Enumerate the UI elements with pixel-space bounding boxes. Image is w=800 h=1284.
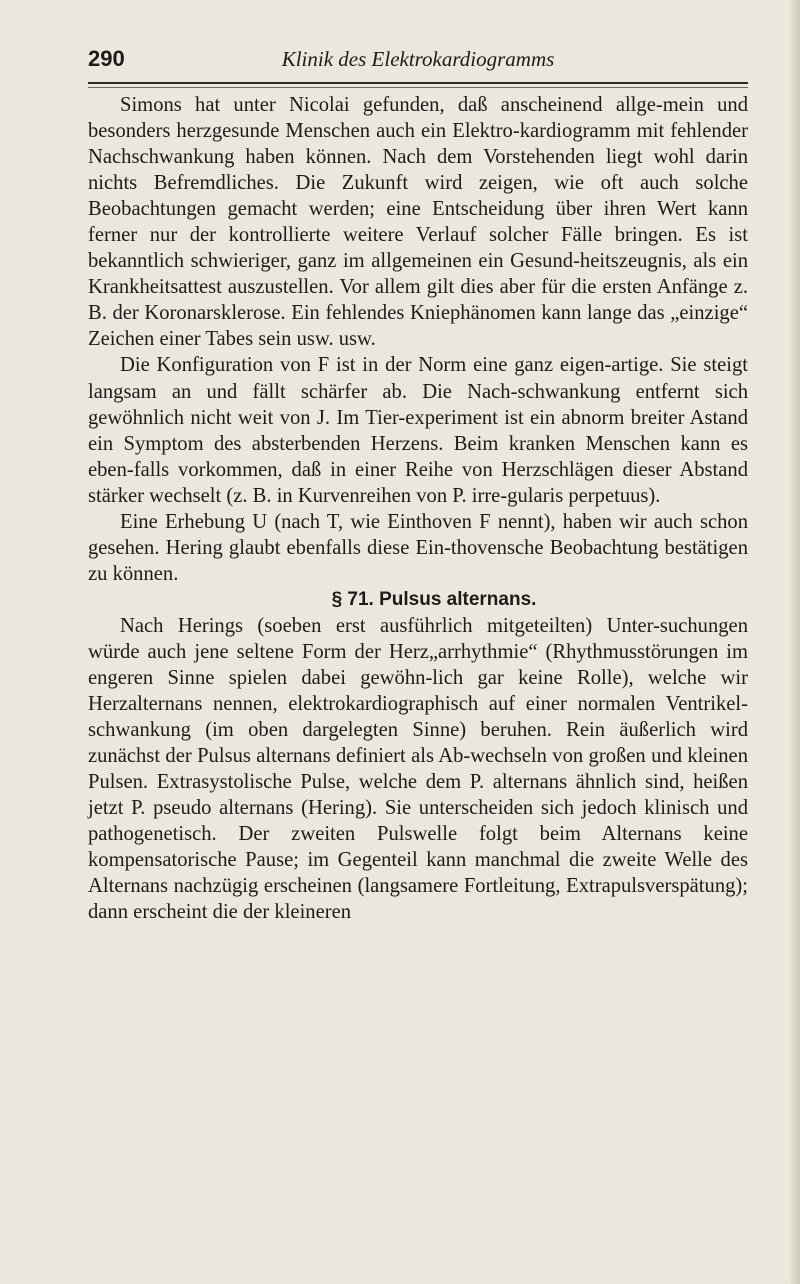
paragraph-1: Simons hat unter Nicolai gefunden, daß anscheinend allge-mein und besonders herzgesunde Menschen auch ein Elektro-kardiogramm mit fehlender Nachschwankung haben können. Nach dem Vorstehenden liegt wohl darin nichts Befremdliches. Die Zukunft wird zeigen, wie oft auch solche Beobachtungen gemacht werden; eine Entscheidung über ihren Wert kann ferner nur der kontrollierte weitere Verlauf solcher Fälle bringen. Es ist bekanntlich schwieriger, ganz im allgemeinen ein Gesund-heitszeugnis, als ein Krankheitsattest auszustellen. Vor allem gilt dies aber für die ersten Anfänge z. B. der Koronarsklerose. Ein fehlendes Kniephänomen kann lange das „einzige“ Zeichen einer Tabes sein usw. usw. [88, 94, 748, 351]
page-header [88, 46, 748, 80]
paragraph-2: Die Konfiguration von F ist in der Norm eine ganz eigen-artige. Sie steigt langsam an und fällt schärfer ab. Die Nach-schwankung entfernt sich gewöhnlich nicht weit von J. Im Tier-experiment ist ein abnorm breiter Astand ein Symptom des absterbenden Herzens. Beim kranken Menschen kann es eben-falls vorkommen, daß in einer Reihe von Herzschlägen dieser Abstand stärker wechselt (z. B. in Kurvenreihen von P. irre-gularis perpetuus). [88, 354, 748, 507]
header-rule-thin [88, 87, 748, 88]
page-edge [790, 0, 800, 1284]
body-text [88, 92, 748, 925]
section-heading: § 71. Pulsus alternans. [331, 588, 537, 610]
paragraph-4: Nach Herings (soeben erst ausführlich mitgeteilten) Unter-suchungen würde auch jene seltene Form der Herz„arrhythmie“ (Rhythmusstörungen im engeren Sinne spielen dabei gewöhn-lich gar keine Rolle), welche wir Herzalternans nennen, elektrokardiographisch auf einer normalen Ventrikel-schwankung (im oben dargelegten Sinne) beruhen. Rein äußerlich wird zunächst der Pulsus alternans definiert als Ab-wechseln von großen und kleinen Pulsen. Extrasystolische Pulse, welche dem P. alternans ähnlich sind, heißen jetzt P. pseudo alternans (Hering). Sie unterscheiden sich jedoch klinisch und pathogenetisch. Der zweiten Pulswelle folgt beim Alternans keine kompensatorische Pause; im Gegenteil kann manchmal die zweite Welle des Alternans nachzügig erscheinen (langsamere Fortleitung, Extrapulsverspätung); dann erscheint die der kleineren [88, 614, 748, 924]
paragraph-3: Eine Erhebung U (nach T, wie Einthoven F nennt), haben wir auch schon gesehen. Hering glaubt ebenfalls diese Ein-thovensche Beobachtung bestätigen zu können. [88, 510, 748, 585]
running-title: Klinik des Elektrokardiogramms [281, 47, 555, 71]
header-rule [88, 82, 748, 84]
page-number: 290 [88, 46, 125, 71]
